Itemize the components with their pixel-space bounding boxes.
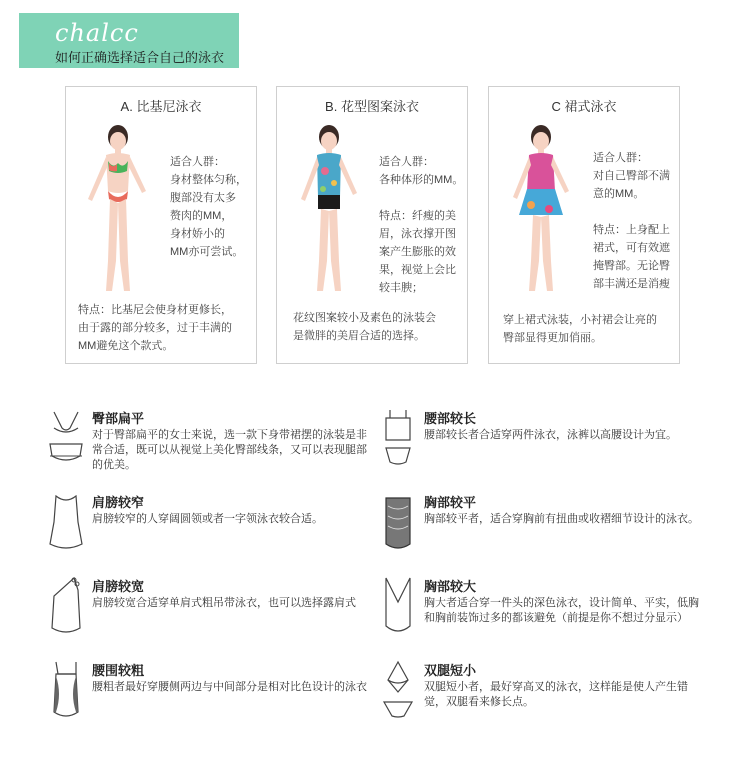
one-shoulder-swimsuit-icon xyxy=(46,576,86,638)
bikini-skirt-icon xyxy=(46,408,86,470)
tip-thick-waist xyxy=(46,660,376,730)
model-illustration-pattern xyxy=(289,121,369,301)
feature-line: 由于露的部分较多，过于丰满的 xyxy=(78,322,232,334)
tip-title: 胸部较平 xyxy=(424,496,477,511)
fit-line xyxy=(379,189,463,207)
color-block-swimsuit-icon xyxy=(46,660,86,722)
card-title: C 裙式泳衣 xyxy=(551,99,617,114)
fit-line: 部丰满还是消瘦 xyxy=(593,278,670,290)
tip-desc: 腰部较长者合适穿两件泳衣，泳裤以高腰设计为宜。 xyxy=(424,428,677,441)
brand-logo: chalcc xyxy=(55,19,139,47)
tip-title: 肩膀较窄 xyxy=(92,496,145,511)
tip-flat-chest xyxy=(378,492,708,562)
feature-line: 特点：比基尼会使身材更修长， xyxy=(78,304,232,316)
feature-line: 臀部显得更加俏丽。 xyxy=(503,332,602,344)
tip-title: 腰围较粗 xyxy=(92,664,145,679)
tip-desc: 胸大者适合穿一件头的深色泳衣，设计简单、平实，低胸和胸前装饰过多的都该避免（前提是你不想过分显示） xyxy=(424,596,699,624)
tip-desc: 双腿短小者，最好穿高叉的泳衣，这样能是使人产生错觉，双腿看来修长点。 xyxy=(424,680,688,708)
tip-desc: 对于臀部扁平的女士来说，选一款下身带裙摆的泳装是非常合适，既可以从视觉上美化臀部线条，又可以表现腿部的优美。 xyxy=(92,428,367,471)
tip-narrow-shoulders xyxy=(46,492,376,562)
feature-line: MM避免这个款式。 xyxy=(78,340,174,352)
fit-line: 身材整体匀称， xyxy=(170,174,247,186)
halter-bikini-icon xyxy=(378,660,418,722)
fit-line: 较丰腴； xyxy=(379,282,423,294)
fit-line: MM亦可尝试。 xyxy=(170,246,244,258)
tip-desc: 腰粗者最好穿腰侧两边与中间部分是相对比色设计的泳衣 xyxy=(92,680,367,693)
fit-line: 特点：上身配上 xyxy=(593,224,670,236)
tip-desc: 胸部较平者，适合穿胸前有扭曲或收褶细节设计的泳衣。 xyxy=(424,512,699,525)
fit-line: 赘肉的MM， xyxy=(170,210,233,222)
tip-long-waist xyxy=(378,408,708,478)
fit-line: 适合人群： xyxy=(379,156,434,168)
fit-line: 各种体形的MM。 xyxy=(379,174,464,186)
tip-title: 双腿短小 xyxy=(424,664,477,679)
tip-desc: 肩膀较宽合适穿单肩式粗吊带泳衣，也可以选择露肩式 xyxy=(92,596,356,609)
card-title: A. 比基尼泳衣 xyxy=(120,99,202,114)
tip-short-legs xyxy=(378,660,708,730)
fit-line: 适合人群： xyxy=(170,156,225,168)
header-banner xyxy=(19,13,239,68)
feature-line: 是微胖的美眉合适的选择。 xyxy=(293,330,425,342)
tip-wide-shoulders xyxy=(46,576,376,646)
tip-desc: 肩膀较窄的人穿阔圆领或者一字领泳衣较合适。 xyxy=(92,512,323,525)
fit-line: 适合人群： xyxy=(593,152,648,164)
fit-line: 果，视觉上会比 xyxy=(379,264,456,276)
fit-line: 特点：纤瘦的美 xyxy=(379,210,456,222)
model-illustration-bikini xyxy=(78,121,158,301)
fit-line: 意的MM。 xyxy=(593,188,645,200)
fit-line: 对自己臀部不满 xyxy=(593,170,670,182)
round-neck-swimsuit-icon xyxy=(46,492,86,554)
fit-line: 裙式，可有效遮 xyxy=(593,242,670,254)
feature-line: 花纹图案较小及素色的泳装会 xyxy=(293,312,436,324)
v-neck-swimsuit-icon xyxy=(378,576,418,638)
tip-title: 臀部扁平 xyxy=(92,412,145,427)
tip-title: 腰部较长 xyxy=(424,412,477,427)
page-title: 如何正确选择适合自己的泳衣 xyxy=(55,50,225,65)
model-illustration-skirt xyxy=(501,121,581,301)
tip-flat-hips xyxy=(46,408,376,478)
fit-line: 掩臀部。无论臀 xyxy=(593,260,670,272)
fit-line: 眉，泳衣撑开图 xyxy=(379,228,456,240)
card-pattern xyxy=(276,86,468,364)
fit-line xyxy=(593,203,670,221)
tankini-icon xyxy=(378,408,418,470)
ruched-swimsuit-icon xyxy=(378,492,418,554)
card-skirt xyxy=(488,86,680,364)
tip-title: 肩膀较宽 xyxy=(92,580,145,595)
card-title: B. 花型图案泳衣 xyxy=(325,99,419,114)
tip-title: 胸部较大 xyxy=(424,580,477,595)
card-bikini xyxy=(65,86,257,364)
fit-line: 身材娇小的 xyxy=(170,228,225,240)
fit-line: 腹部没有太多 xyxy=(170,192,236,204)
tip-large-chest xyxy=(378,576,708,646)
fit-line: 案产生膨胀的效 xyxy=(379,246,456,258)
feature-line: 穿上裙式泳装，小衬裙会让亮的 xyxy=(503,314,657,326)
